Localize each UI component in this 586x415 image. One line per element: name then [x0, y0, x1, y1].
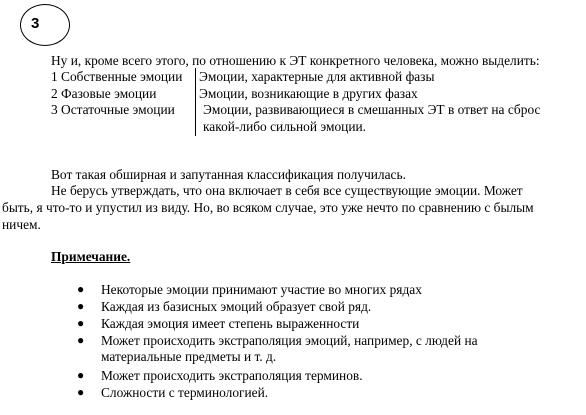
page-number: 3	[31, 15, 40, 32]
page-number-circle	[20, 4, 70, 46]
bullet-marker: ●	[77, 385, 85, 399]
bullet-item-4-cont: материальные предметы и т. д.	[101, 349, 277, 364]
paragraph-summary: Вот такая обширная и запутанная классификация получилась.	[51, 167, 406, 182]
table-desc-3a: Эмоции, развивающиеся в смешанных ЭТ в ответ на сброс	[203, 102, 541, 117]
paragraph-line-3: ничем.	[2, 217, 41, 232]
bullet-item-2: Каждая из базисных эмоций образует свой ряд.	[101, 299, 372, 314]
table-desc-1: Эмоции, характерные для активной фазы	[199, 69, 435, 84]
bullet-item-5: Может происходить экстраполяция терминов.	[101, 368, 363, 383]
bullet-marker: ●	[77, 282, 85, 296]
bullet-item-6: Сложности с терминологией.	[101, 385, 269, 400]
table-desc-2: Эмоции, возникающие в других фазах	[199, 86, 418, 101]
bullet-marker: ●	[77, 316, 85, 330]
bullet-marker: ●	[77, 299, 85, 313]
bullet-marker: ●	[77, 368, 85, 382]
table-label-2: 2 Фазовые эмоции	[51, 86, 157, 101]
table-divider	[195, 68, 196, 136]
table-label-1: 1 Собственные эмоции	[51, 69, 183, 84]
table-desc-3b: какой-либо сильной эмоции.	[203, 119, 367, 134]
bullet-item-4: Может происходить экстраполяция эмоций, например, с людей на	[101, 333, 478, 348]
bullet-marker: ●	[77, 333, 85, 347]
bullet-item-1: Некоторые эмоции принимают участие во многих рядах	[101, 282, 422, 297]
intro-text: Ну и, кроме всего этого, по отношению к ЭТ конкретного человека, можно выделить:	[51, 53, 540, 68]
paragraph-line-2: быть, я что-то и упустил из виду. Но, во всяком случае, это уже нечто по сравнению с былым	[2, 200, 534, 215]
bullet-item-3: Каждая эмоция имеет степень выраженности	[101, 316, 360, 331]
note-title: Примечание.	[51, 249, 131, 264]
table-label-3: 3 Остаточные эмоции	[51, 102, 175, 117]
paragraph-line-1: Не берусь утверждать, что она включает в себя все существующие эмоции. Может	[51, 183, 523, 198]
